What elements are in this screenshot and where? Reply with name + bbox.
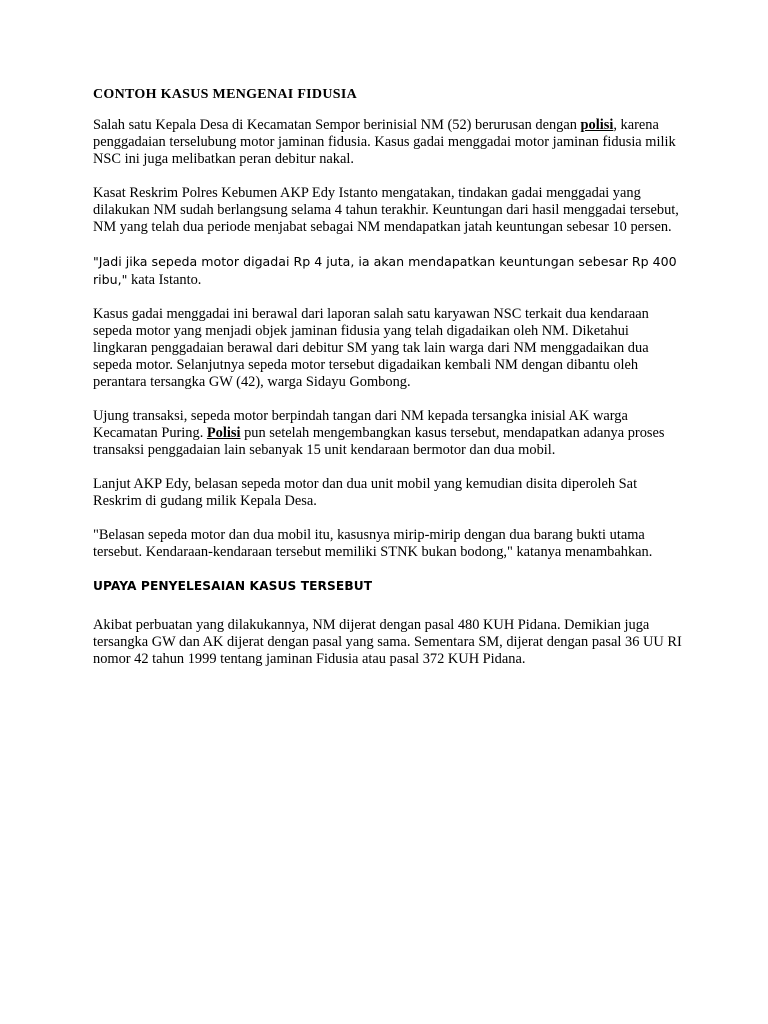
- paragraph-1: [93, 117, 683, 168]
- paragraph-3: [93, 253, 683, 289]
- quote-text: "Jadi jika sepeda motor digadai Rp 4 juta, ia akan mendapatkan keuntungan sebesar Rp 400 ribu,": [93, 254, 677, 287]
- polisi-link[interactable]: polisi: [580, 117, 614, 133]
- paragraph-6: Lanjut AKP Edy, belasan sepeda motor dan dua unit mobil yang kemudian disita diperoleh Sat Reskrim di gudang milik Kepala Desa.: [93, 476, 638, 509]
- document-body: [93, 86, 683, 685]
- document-title: CONTOH KASUS MENGENAI FIDUSIA: [93, 87, 357, 102]
- polisi-link-2[interactable]: Polisi: [206, 425, 241, 441]
- paragraph-5-text-end: pun setelah mengembangkan kasus tersebut, mendapatkan adanya proses transaksi penggadaian lain sebanyak 15 unit kendaraan bermotor dan dua mobil.: [93, 425, 665, 458]
- paragraph-2: Kasat Reskrim Polres Kebumen AKP Edy Istanto mengatakan, tindakan gadai menggadai yang dilakukan NM sudah berlangsung selama 4 tahun terakhir. Keuntungan dari hasil menggadai tersebut, NM yang telah dua periode menjabat sebagai NM mendapatkan jatah keuntungan sebesar 10 persen.: [93, 185, 679, 235]
- paragraph-7: "Belasan sepeda motor dan dua mobil itu, kasusnya mirip-mirip dengan dua barang bukti utama tersebut. Kendaraan-kendaraan tersebut memiliki STNK bukan bodong," katanya menambahkan.: [93, 527, 653, 560]
- section-title: UPAYA PENYELESAIAN KASUS TERSEBUT: [93, 579, 373, 593]
- paragraph-1-text-start: Salah satu Kepala Desa di Kecamatan Sempor berinisial NM (52) berurusan dengan: [93, 117, 581, 133]
- paragraph-8: Akibat perbuatan yang dilakukannya, NM dijerat dengan pasal 480 KUH Pidana. Demikian juga tersangka GW dan AK dijerat dengan pasal yang sama. Sementara SM, dijerat dengan pasal 36 UU RI nomor 42 tahun 1999 tentang jaminan Fidusia atau pasal 372 KUH Pidana.: [93, 617, 682, 667]
- paragraph-5: [93, 408, 683, 459]
- paragraph-4: Kasus gadai menggadai ini berawal dari laporan salah satu karyawan NSC terkait dua kendaraan sepeda motor yang menjadi objek jaminan fidusia yang telah digadaikan oleh NM. Diketahui lingkaran penggadaian berawal dari debitur SM yang tak lain warga dari NM menggadaikan dua sepeda motor. Selanjutnya sepeda motor tersebut digadaikan kembali NM dengan dibantu oleh perantara tersangka GW (42), warga Sidayu Gombong.: [93, 306, 649, 390]
- paragraph-1-text-end: , karena penggadaian terselubung motor jaminan fidusia. Kasus gadai menggadai motor jaminan fidusia milik NSC ini juga melibatkan peran debitur nakal.: [93, 117, 676, 167]
- quote-attribution: kata Istanto.: [127, 272, 202, 288]
- paragraph-5-text-start: Ujung transaksi, sepeda motor berpindah tangan dari NM kepada tersangka inisial AK warga Kecamatan Puring.: [93, 408, 628, 441]
